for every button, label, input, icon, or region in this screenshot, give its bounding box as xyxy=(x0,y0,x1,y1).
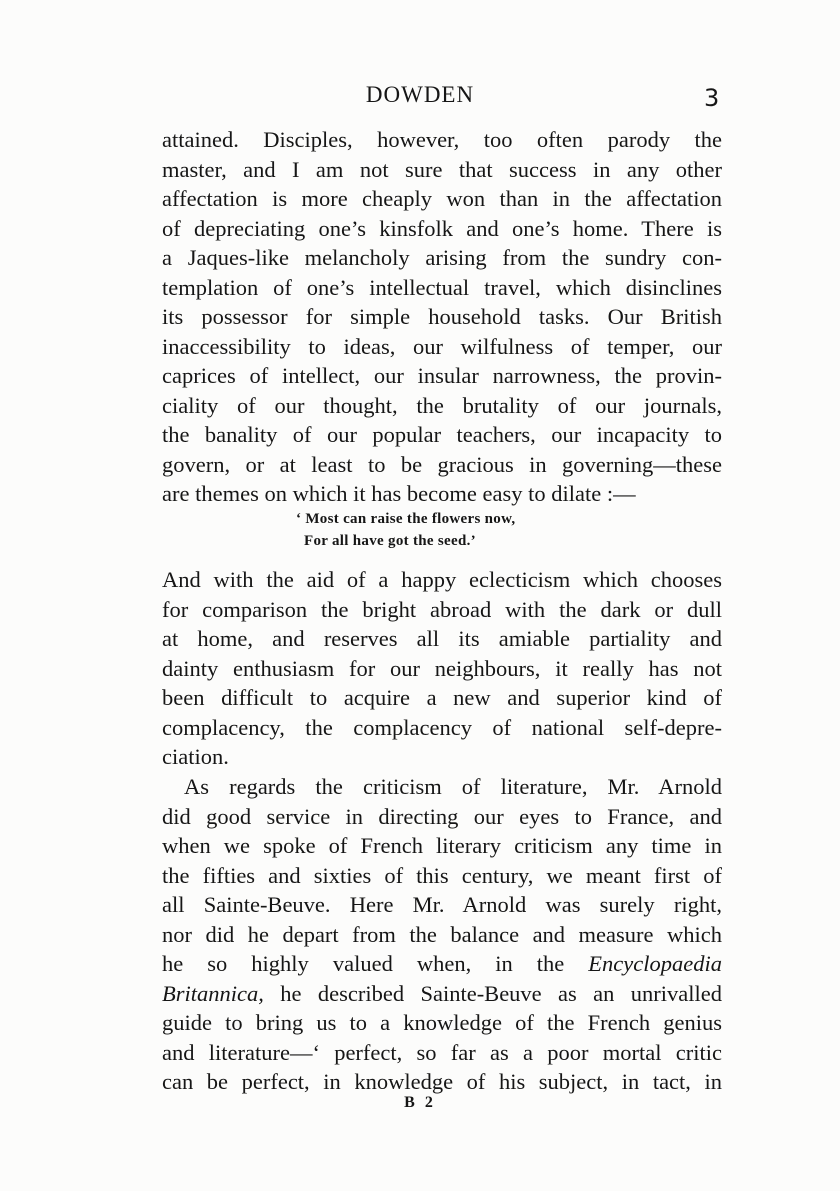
text-line: did good service in directing our eyes to France, and xyxy=(162,803,722,829)
text-line: at home, and reserves all its amiable partiality and xyxy=(162,626,722,651)
text-line: can be perfect, in knowledge of his subject, in tact, in xyxy=(162,1069,722,1094)
text-line: and literature—‘ perfect, so far as a poor mortal critic xyxy=(162,1039,722,1065)
text-line: inaccessibility to ideas, our wilfulness of temper, our xyxy=(162,333,722,359)
text-line: govern, or at least to be gracious in governing—these xyxy=(162,451,722,477)
text-line xyxy=(162,949,722,979)
text-line: complacency, the complacency of national self-depre- xyxy=(162,714,722,740)
italic-title: Encyclopaedia xyxy=(588,951,722,976)
text-line: all Sainte-Beuve. Here Mr. Arnold was surely right, xyxy=(162,892,722,917)
text-line: caprices of intellect, our insular narrowness, the provin- xyxy=(162,363,722,388)
text-line: As regards the criticism of literature, Mr. Arnold xyxy=(184,774,722,799)
paragraph-3 xyxy=(162,772,722,1097)
text-line: master, and I am not sure that success in any other xyxy=(162,156,722,182)
text-line: ciality of our thought, the brutality of our journals, xyxy=(162,392,722,418)
text-line: ciation. xyxy=(162,744,229,769)
paragraph-1 xyxy=(162,125,722,509)
quote-line: For all have got the seed.’ xyxy=(304,533,476,549)
text-line: its possessor for simple household tasks. Our British xyxy=(162,304,722,329)
text-line: affectation is more cheaply won than in the affectation xyxy=(162,186,722,211)
text-line: are themes on which it has become easy to dilate :— xyxy=(162,481,636,506)
verse-quotation xyxy=(296,508,515,552)
text-line: And with the aid of a happy eclecticism which chooses xyxy=(162,567,722,592)
signature-mark: B 2 xyxy=(404,1094,436,1111)
running-header: DOWDEN xyxy=(365,82,475,107)
italic-title: Britannica, xyxy=(162,980,264,1006)
text-line: for comparison the bright abroad with the dark or dull xyxy=(162,596,722,622)
text-line: guide to bring us to a knowledge of the French genius xyxy=(162,1010,722,1035)
text-line xyxy=(162,979,722,1009)
text-line: when we spoke of French literary criticism any time in xyxy=(162,833,722,858)
page-number: 3 xyxy=(704,84,720,112)
text-line: the banality of our popular teachers, our incapacity to xyxy=(162,422,722,447)
text-segment: he described Sainte-Beuve as an unrivalled xyxy=(263,980,722,1006)
text-line: the fifties and sixties of this century, we meant first of xyxy=(162,862,722,888)
text-line: attained. Disciples, however, too often parody the xyxy=(162,127,722,152)
text-line: been difficult to acquire a new and superior kind of xyxy=(162,685,722,710)
quote-line: ‘ Most can raise the flowers now, xyxy=(296,511,516,527)
text-line: dainty enthusiasm for our neighbours, it really has not xyxy=(162,655,722,681)
text-line: of depreciating one’s kinsfolk and one’s home. There is xyxy=(162,215,722,241)
text-line: a Jaques-like melancholy arising from the sundry con- xyxy=(162,245,722,270)
text-line: nor did he depart from the balance and measure which xyxy=(162,921,722,947)
paragraph-2 xyxy=(162,565,722,772)
text-line: templation of one’s intellectual travel, which disinclines xyxy=(162,274,722,300)
text-segment: he so highly valued when, in the xyxy=(162,951,589,976)
